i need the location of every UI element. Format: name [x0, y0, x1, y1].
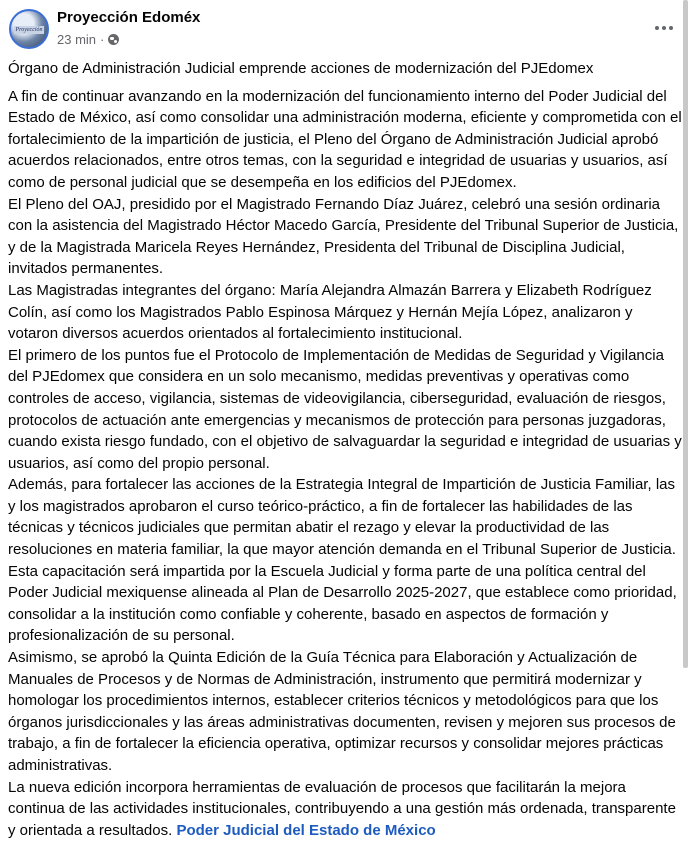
post-paragraph: El primero de los puntos fue el Protocolo de Implementación de Medidas de Seguridad y Vigilancia del PJEdomex que considera en un solo mecanismo, medidas preventivas y operativas como controles de acceso, vigilancia, sistemas de videovigilancia, ciberseguridad, evaluación de riesgos, protocolos de actuación ante emergencias y mecanismos de protección para personas juzgadoras, cuando exista riesgo fundado, con el objetivo de salvaguardar la seguridad e integridad de usuarias y usuarios, así como del propio personal. [8, 346, 682, 472]
post-paragraph: Las Magistradas integrantes del órgano: María Alejandra Almazán Barrera y Elizabeth Rodríguez Colín, así como los Magistrados Pablo Espinosa Márquez y Hernán Mejía López, analizaron y votaron diversos acuerdos orientados al fortalecimiento institucional. [8, 281, 652, 343]
avatar-logo-text: Proyección [15, 27, 43, 33]
post-paragraph: A fin de continuar avanzando en la modernización del funcionamiento interno del Poder Judicial del Estado de México, así como consolidar una administración moderna, eficiente y comprometida con el fortalecimiento de la impartición de justicia, el Pleno del Órgano de Administración Judicial aprobó acuerdos relacionados, entre otros temas, con la seguridad e integridad de usuarias y usuarios, así como de personal judicial que se desempeña en los edificios del PJEdomex. [8, 87, 682, 191]
post-title: Órgano de Administración Judicial emprende acciones de modernización del PJEdomex [8, 60, 594, 77]
page-name-link[interactable]: Proyección Edoméx [57, 9, 201, 26]
page-mention-link[interactable]: Poder Judicial del Estado de México [176, 821, 436, 839]
more-dot-icon [655, 26, 659, 30]
globe-icon[interactable] [108, 34, 119, 45]
post-paragraph-text: La nueva edición incorpora herramientas de evaluación de procesos que facilitarán la mejora continua de las actividades institucionales, contribuyendo a una gestión más ordenada, transparente y orientada a resultados. [8, 778, 676, 839]
more-dot-icon [662, 26, 666, 30]
more-dot-icon [669, 26, 673, 30]
post-paragraph: El Pleno del OAJ, presidido por el Magistrado Fernando Díaz Juárez, celebró una sesión ordinaria con la asistencia del Magistrado Héctor Macedo García, Presidente del Tribunal Superior de Justicia, y de la Magistrada Maricela Reyes Hernández, Presidenta del Tribunal de Disciplina Judicial, invitados permanentes. [8, 195, 679, 278]
more-options-button[interactable] [650, 22, 678, 34]
post-paragraph: Además, para fortalecer las acciones de la Estrategia Integral de Impartición de Justicia Familiar, las y los magistrados aprobaron el curso teórico-práctico, a fin de fortalecer las habilidades de las técnicas y técnicos judiciales que permitan abatir el rezago y elevar la productividad de las resoluciones en materia familiar, la que mayor atención demanda en el Tribunal Superior de Justicia. [8, 476, 676, 559]
meta-separator: · [100, 32, 105, 47]
post-paragraph: Esta capacitación será impartida por la Escuela Judicial y forma parte de una política central del Poder Judicial mexiquense alineada al Plan de Desarrollo 2025-2027, que establece como prioridad, consolidar a la institución como confiable y coherente, basado en aspectos de formación y profesionalización de su personal. [8, 562, 677, 645]
post-timestamp[interactable]: 23 min [57, 32, 97, 47]
scrollbar[interactable] [683, 0, 688, 668]
post-paragraph-last [8, 777, 684, 841]
post-header [0, 0, 680, 58]
page-avatar[interactable] [9, 9, 49, 49]
post-body [8, 58, 684, 841]
post-paragraph: Asimismo, se aprobó la Quinta Edición de la Guía Técnica para Elaboración y Actualización de Manuales de Procesos y de Normas de Administración, instrumento que permitirá modernizar y homologar los procedimientos internos, establecer criterios técnicos y metodológicos para que los órganos jurisdiccionales y las áreas administrativas documenten, revisen y mejoren sus procesos de trabajo, a fin de fortalecer la eficiencia operativa, optimizar recursos y consolidar mejores prácticas administrativas. [8, 649, 676, 774]
post-meta [57, 32, 119, 47]
